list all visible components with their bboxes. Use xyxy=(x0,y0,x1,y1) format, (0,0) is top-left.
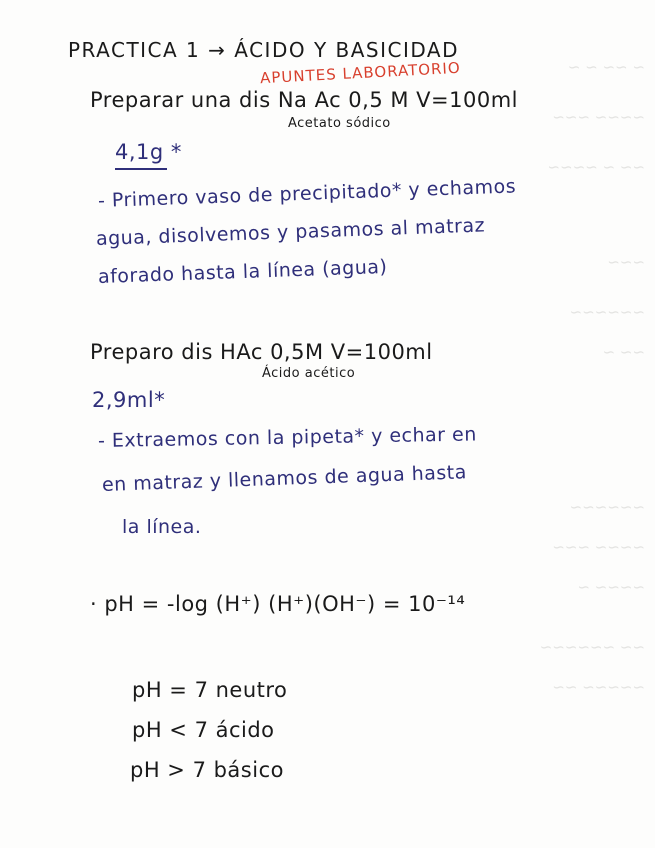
section1-step-line-3: aforado hasta la línea (agua) xyxy=(97,255,388,288)
section1-step-line-1: - Primero vaso de precipitado* y echamos xyxy=(97,175,517,212)
section2-step-line-1: - Extraemos con la pipeta* y echar en xyxy=(97,423,477,452)
ph-neutral: pH = 7 neutro xyxy=(132,678,288,702)
section1-heading: Preparar una dis Na Ac 0,5 M V=100ml xyxy=(90,88,519,112)
mass-underline xyxy=(115,168,167,170)
section2-volume: 2,9ml* xyxy=(92,388,166,412)
page-subtitle: APUNTES LABORATORIO xyxy=(259,58,462,88)
bleed-through-text: ~ ~~ ~ ~ ~~~~ ~~~ ~~ ~ ~~~~ ~~~ ~~~~~~ ~~ ~ ~~~~~~ ~~~~ ~~~ ~~~~ ~ ~~ ~~~~~~ ~~~~~ ~~ xyxy=(539,58,645,696)
ph-definition: · pH = -log (H⁺) (H⁺)(OH⁻) = 10⁻¹⁴ xyxy=(90,592,466,616)
section1-mass: 4,1g * xyxy=(115,140,182,164)
section2-heading: Preparo dis HAc 0,5M V=100ml xyxy=(90,340,433,364)
ph-basic: pH > 7 básico xyxy=(130,758,284,782)
ph-acid: pH < 7 ácido xyxy=(132,718,275,742)
section2-compound-name: Ácido acético xyxy=(262,366,356,381)
section2-step-line-3: la línea. xyxy=(122,516,202,538)
section2-step-line-2: en matraz y llenamos de agua hasta xyxy=(101,461,468,496)
page-title: PRACTICA 1 → ÁCIDO Y BASICIDAD xyxy=(68,38,460,62)
section1-step-line-2: agua, disolvemos y pasamos al matraz xyxy=(95,214,486,250)
section1-compound-name: Acetato sódico xyxy=(288,116,391,131)
